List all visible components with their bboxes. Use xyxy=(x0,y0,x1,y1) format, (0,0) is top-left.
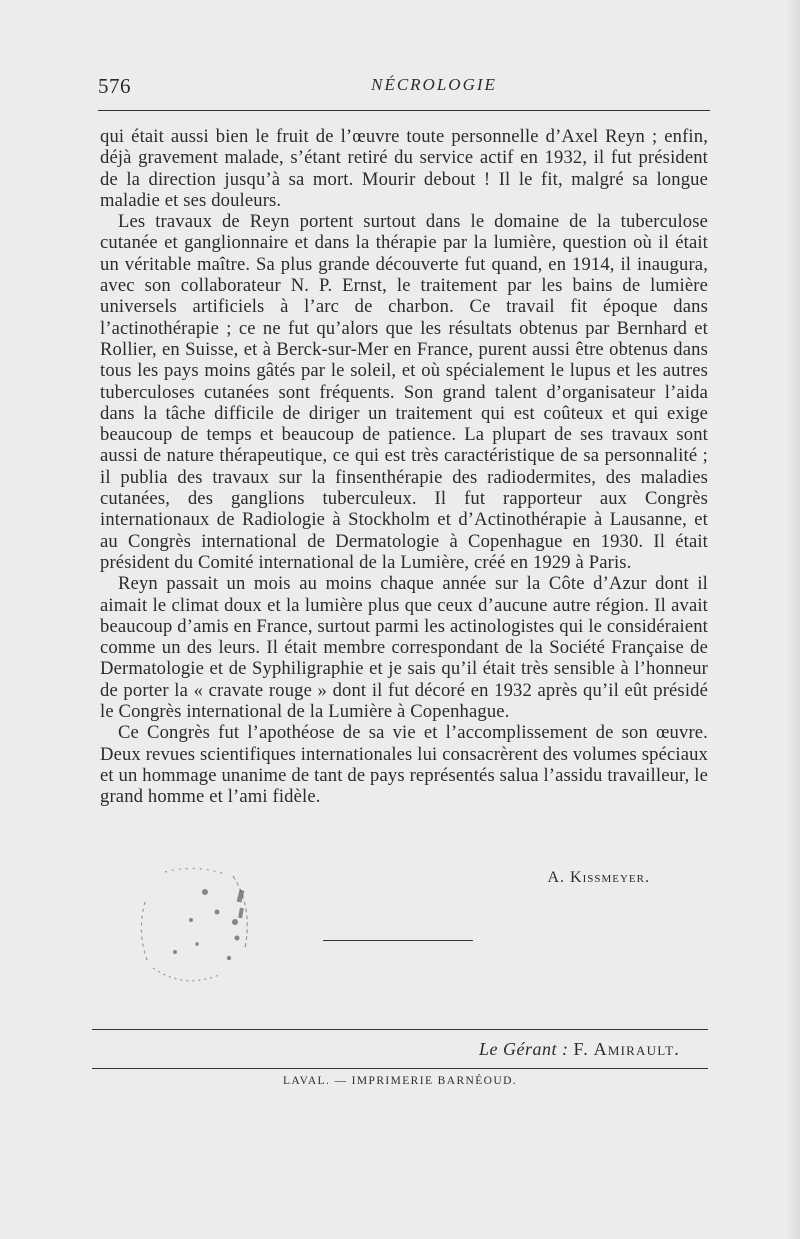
printer-imprint: LAVAL. — IMPRIMERIE BARNÉOUD. xyxy=(282,1075,518,1087)
running-head xyxy=(98,74,710,104)
paragraph-1: qui était aussi bien le fruit de l’œuvre toute personnelle d’Axel Reyn ; enfin, déjà gravement malade, s’étant retiré du service actif en 1932, il fut président de la direction jusqu’à sa mort. Mourir debout ! Il le fit, malgré sa longue maladie et ses douleurs. xyxy=(100,126,708,211)
article-end-rule xyxy=(323,940,473,941)
page-edge-shadow xyxy=(786,0,800,1239)
footer-rule-bottom xyxy=(92,1068,708,1069)
gerant-name: F. Amirault. xyxy=(573,1039,680,1059)
paragraph-4: Ce Congrès fut l’apothéose de sa vie et l’accomplissement de son œuvre. Deux revues scientifiques internationales lui consacrèrent des volumes spéciaux et un hommage unanime de tant de pays représentés salua l’assidu travailleur, le grand homme et l’ami fidèle. xyxy=(100,722,708,808)
footer-rule-top xyxy=(92,1029,708,1030)
gerant-line xyxy=(380,1039,680,1060)
author-signature: A. Kissmeyer. xyxy=(547,869,650,886)
header-rule xyxy=(98,110,710,111)
paragraph-3: Reyn passait un mois au moins chaque année sur la Côte d’Azur dont il aimait le climat doux et la lumière plus que ceux d’aucune autre région. Il avait beaucoup d’amis en France, surtout parmi les actinologistes qui le considéraient comme un des leurs. Il était membre correspondant de la Société Française de Dermatologie et de Syphiligraphie et je sais qu’il était très sensible à l’honneur de porter la « cravate rouge » dont il fut décoré en 1932 après qu’il eût présidé le Congrès international de la Lumière à Copenhague. xyxy=(100,573,708,723)
page-number: 576 xyxy=(98,74,131,98)
section-title: NÉCROLOGIE xyxy=(371,75,497,94)
gerant-label: Le Gérant : xyxy=(479,1039,569,1059)
library-stamp-icon xyxy=(125,862,275,992)
article-body xyxy=(100,126,708,808)
paragraph-2: Les travaux de Reyn portent surtout dans le domaine de la tuberculose cutanée et ganglionnaire et dans la thérapie par la lumière, question où il était un véritable maître. Sa plus grande découverte fut quand, en 1914, il inaugura, avec son collaborateur N. P. Ernst, le traitement par les bains de lumière universels artificiels à l’arc de charbon. Ce travail fit époque dans l’actinothérapie ; ce ne fut qu’alors que les résultats obtenus par Bernhard et Rollier, en Suisse, et à Berck-sur-Mer en France, purent aussi être obtenus dans tous les pays moins gâtés par le soleil, et où spécialement le lupus et les autres tuberculoses cutanées sont fréquents. Son grand talent d’organisateur l’aida dans la tâche difficile de diriger un traitement qui est coûteux et qui exige beaucoup de temps et beaucoup de patience. La plupart de ses travaux sont aussi de nature thérapeutique, ce qui est très caractéristique de sa personnalité ; il publia des travaux sur la finsenthérapie des radiodermites, des maladies cutanées, des ganglions tuberculeux. Il fut rapporteur aux Congrès internationaux de Radiologie à Stockholm et d’Actinothérapie à Lausanne, et au Congrès international de Dermatologie à Copenhague en 1930. Il était président du Comité international de la Lumière, créé en 1929 à Paris. xyxy=(100,211,708,573)
